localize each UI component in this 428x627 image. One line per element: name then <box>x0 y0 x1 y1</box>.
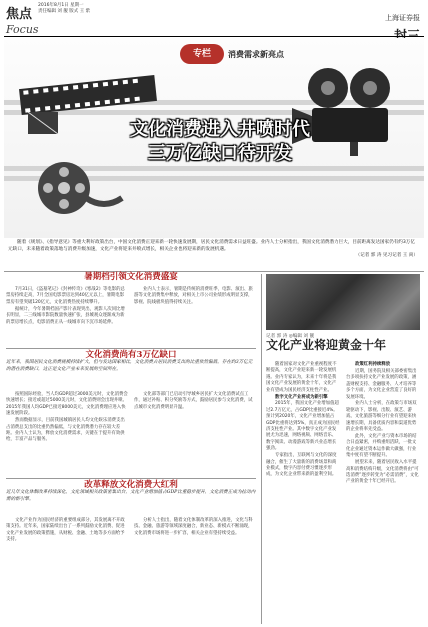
editor-credit: 责任编辑 刘 靓 版式 王 紫 <box>38 9 91 14</box>
body-text: 7月31日，《盗墓笔记》《封神传奇》《寒战2》等电影的总票房持续走高，7月全国电影票房达到40亿元以上，暑期电影票房有望突破120亿元，文化消费热度持续攀升。 <box>6 287 125 305</box>
article-section-2 <box>6 352 256 374</box>
right-article-col-b <box>346 362 420 486</box>
subheading: 政策红利持续释放 <box>355 362 391 367</box>
body-text: 据统计，今年暑期档国产影片表现突出，观影人次同比增长明显，二三线城市影院数量快速扩张，县城观众逐渐成为新的票房增长点，电影消费正从一线城市向下沉市场延伸。 <box>6 306 125 325</box>
article-byline: 记者 郭 涛 ◎编辑 刘 靓 <box>266 334 315 339</box>
right-article-header <box>266 334 420 353</box>
article-section-3 <box>6 482 256 504</box>
news-photo <box>266 274 420 330</box>
section-2-col-b <box>134 392 256 412</box>
body-text: 文化部等部门已启动引导城乡居民扩大文化消费试点工作，通过补贴、积分奖励等方式，鼓励居民参与文化消费，试点城市文化消费明显升温。 <box>134 392 253 410</box>
section-lead: 近几年文化体制改革持续深化，文化领域相关政策密集出台，文化产业增加值占GDP比重稳步提升，文化消费正成为拉动内需的新引擎。 <box>6 490 256 502</box>
body-text: 然而数据显示，目前我国城镇居民人均文化娱乐消费支出占消费总支出的比重仍然偏低，与文化消费潜力存在较大差距。业内人士认为，释放文化消费需求，关键在于提升有效供给，丰富产品与服务。 <box>6 418 125 443</box>
body-text: 按照国际经验，当人均GDP超过3000美元时，文化消费会快速增长；接近或超过5000美元时，文化消费则会出现井喷。2015年我国人均GDP已接近8000美元，文化消费理应进入快速发展阶段。 <box>6 392 128 417</box>
body-text: 此外，文化产业与资本市场的结合日益紧密，并购重组活跃，一批文化企业通过资本运作做大做强，行业集中度有望不断提升。 <box>346 433 417 459</box>
issue-date: 2016年8月1日 星期一 <box>38 3 84 8</box>
lead-paragraph <box>8 240 418 260</box>
lead-text: 随着《规划》、《指导意见》等重大利好政策出台，中国文化消费正迎来新一轮快速发展期，居民文化消费需求日益旺盛。业内人士分析指出，我国文化消费潜力巨大，目前距离发达国家仍有约3万亿元缺口，未来随着政策落地与消费升级加速，文化产业将迎来井喷式增长，相关企业也将迎来新的发展机遇。 <box>8 240 415 252</box>
section-divider <box>6 478 256 479</box>
subheading: 数字文化产业将成为新引擎 <box>275 394 328 400</box>
section-title-cn: 焦点 <box>6 7 33 22</box>
column-subtitle: 消费需求新亮点 <box>228 49 284 59</box>
section-heading: 暑期档引领文化消费盛宴 <box>84 272 178 282</box>
section-3-col-b <box>134 518 256 538</box>
hero-banner <box>4 38 424 238</box>
body-text: 业内人士表示，暑期是传统的消费旺季，电影、演出、旅游等文化消费集中释放，对相关上市公司业绩形成明显支撑，影视、院线板块值得持续关注。 <box>134 287 253 305</box>
column-divider <box>261 274 262 624</box>
article-title: 文化产业将迎黄金十年 <box>266 338 387 353</box>
section-1-col-a <box>6 287 128 326</box>
right-article-col-a <box>266 362 340 479</box>
lead-source: （记者 郭 涛 见习记者 王 尚） <box>355 253 418 259</box>
film-reel-icon <box>34 158 124 218</box>
section-3-col-a <box>6 518 128 544</box>
body-text: 业内人士分析，在政策与市场双轮驱动下，影视、出版、演艺、游戏、文化旅游等细分行业有望迎来快速增长期，具备优质内容和渠道优势的企业将率先受益。 <box>346 401 417 433</box>
section-divider <box>6 348 256 349</box>
section-title-en: Focus <box>6 23 39 36</box>
section-heading: 改革释放文化消费大红利 <box>84 480 178 490</box>
article-section-1 <box>6 274 256 280</box>
issue-meta <box>38 3 188 15</box>
body-text: 展望未来，随着居民收入水平提高和消费结构升级，文化消费将由“可选消费”逐步转变为“必需消费”，文化产业的黄金十年已经开启。 <box>346 460 419 485</box>
section-heading: 文化消费尚有3万亿缺口 <box>85 350 177 360</box>
section-masthead <box>6 3 39 36</box>
headline-line: 文化消费进入井喷时代 <box>130 119 310 140</box>
body-text: 随着国家对文化产业重视程度不断提高，文化产业迎来新一轮发展机遇。业内专家认为，未来十年将是我国文化产业发展的黄金十年，文化产业有望成为国民经济支柱性产业。 <box>266 362 337 393</box>
section-2-col-a <box>6 392 128 444</box>
section-lead: 近年来，我国居民文化消费规模持续扩大，但与发达国家相比，文化消费占居民消费支出的比重依然偏低，存在约3万亿元的潜在消费缺口，这正是文化产业未来发展的空间所在。 <box>6 360 253 372</box>
section-1-col-b <box>134 287 256 307</box>
body-text: 文化产业作为国民经济的重要组成部分，其发展离不开政策支持。近年来，国家陆续出台了一系列鼓励文化消费、促进文化产业发展的政策措施，从财税、金融、土地等多方面给予支持。 <box>6 518 125 543</box>
body-text: 分析人士指出，随着文化体制改革的深入推进，文化与科技、金融、旅游等领域深度融合，新业态、新模式不断涌现，文化消费市场将进一步扩容，相关企业有望持续受益。 <box>134 518 253 536</box>
section-divider <box>4 271 424 272</box>
hero-headline <box>110 118 330 166</box>
body-text: 专家指出，互联网与文化的深度融合，催生了大量新的消费场景和商业模式，数字内容付费习惯逐步形成，为文化企业带来新的盈利空间。 <box>266 453 337 478</box>
paper-name: 上海证券报 <box>385 14 420 22</box>
body-text: 近期，国务院及相关部委密集出台多项扶持文化产业发展的政策，涵盖财税支持、金融服务、人才培养等多个方面，为文化企业营造了良好的发展环境。 <box>346 368 417 400</box>
headline-line: 三万亿缺口待开发 <box>148 143 292 164</box>
body-text: 2015年，我国文化产业增加值超过2.7万亿元，占GDP比重接近4%。预计到2020年，文化产业增加值占GDP比重将达到5%，真正成为国民经济支柱性产业。其中数字文化产业发展尤为迅速，网络视频、网络音乐、数字阅读、动漫游戏等新兴业态增长强劲。 <box>266 401 340 452</box>
header-divider <box>4 36 424 37</box>
column-badge: 专栏 <box>180 44 224 64</box>
